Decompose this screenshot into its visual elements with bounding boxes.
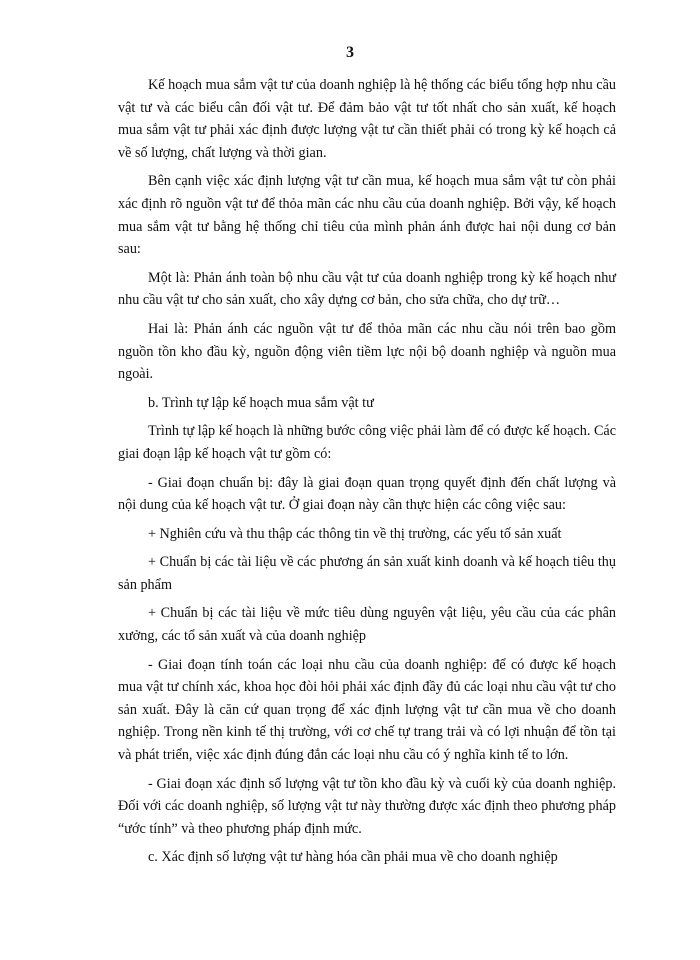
paragraph-planning-sequence: Trình tự lập kế hoạch là những bước công việc phải làm để có được kế hoạch. Các giai đoạn lập kế hoạch vật tư gồm có: [118, 423, 616, 462]
paragraph-preparation-stage: - Giai đoạn chuẩn bị: đây là giai đoạn quan trọng quyết định đến chất lượng và nội dung của kế hoạch vật tư. Ở giai đoạn này cần thực hiện các công việc sau: [118, 474, 616, 514]
paragraph-purchasing-plan-definition: Kế hoạch mua sắm vật tư của doanh nghiệp là hệ thống các biểu tổng hợp nhu cầu vật tư và các biểu cân đối vật tư. Để đảm bảo vật tư tốt nhất cho sản xuất, kế hoạch mua sắm vật tư phải xác định được lượng vật tư cần thiết phải có trong kỳ kế hoạch cả về số lượng, chất lượng và thời gian. [118, 77, 616, 161]
body-text [118, 74, 616, 875]
section-heading-c: c. Xác định số lượng vật tư hàng hóa cần phải mua về cho doanh nghiệp [148, 849, 558, 866]
section-heading-b: b. Trình tự lập kế hoạch mua sắm vật tư [148, 394, 374, 411]
paragraph-inventory-stage: - Giai đoạn xác định số lượng vật tư tồn kho đầu kỳ và cuối kỳ của doanh nghiệp. Đối với các doanh nghiệp, số lượng vật tư này thường được xác định theo phương pháp “ước tính” và theo phương pháp định mức. [118, 775, 616, 837]
list-item-production-documents: + Chuẩn bị các tài liệu về các phương án sản xuất kinh doanh và kế hoạch tiêu thụ sản phẩm [118, 554, 616, 593]
paragraph-content-two: Hai là: Phản ánh các nguồn vật tư để thỏa mãn các nhu cầu nói trên bao gồm nguồn tồn kho đầu kỳ, nguồn động viên tiềm lực nội bộ doanh nghiệp và nguồn mua ngoài. [118, 320, 616, 383]
page-number: 3 [346, 44, 354, 61]
paragraph-calculation-stage: - Giai đoạn tính toán các loại nhu cầu của doanh nghiệp: để có được kế hoạch mua vật tư chính xác, khoa học đòi hỏi phải xác định đầy đủ các loại nhu cầu vật tư cho sản xuất. Đây là căn cứ quan trọng để xác định lượng vật tư cần mua về cho doanh nghiệp. Trong nền kinh tế thị trường, với cơ chế tự trang trải và có lợi nhuận để tồn tại và phát triển, việc xác định đúng đắn các loại nhu cầu có ý nghĩa kinh tế to lớn. [118, 656, 616, 764]
paragraph-material-sources: Bên cạnh việc xác định lượng vật tư cần mua, kế hoạch mua sắm vật tư còn phải xác định rõ nguồn vật tư để thỏa mãn các nhu cầu của doanh nghiệp. Bởi vậy, kế hoạch mua sắm vật tư bằng hệ thống chỉ tiêu của mình phản ánh được hai nội dung cơ bản sau: [118, 173, 616, 258]
paragraph-content-one: Một là: Phản ánh toàn bộ nhu cầu vật tư của doanh nghiệp trong kỳ kế hoạch như nhu cầu vật tư cho sản xuất, cho xây dựng cơ bản, cho sửa chữa, cho dự trữ… [118, 269, 616, 309]
list-item-market-research: + Nghiên cứu và thu thập các thông tin về thị trường, các yếu tố sản xuất [148, 525, 562, 542]
list-item-consumption-documents: + Chuẩn bị các tài liệu về mức tiêu dùng nguyên vật liệu, yêu cầu của các phân xưởng, các tổ sản xuất và của doanh nghiệp [118, 605, 616, 645]
